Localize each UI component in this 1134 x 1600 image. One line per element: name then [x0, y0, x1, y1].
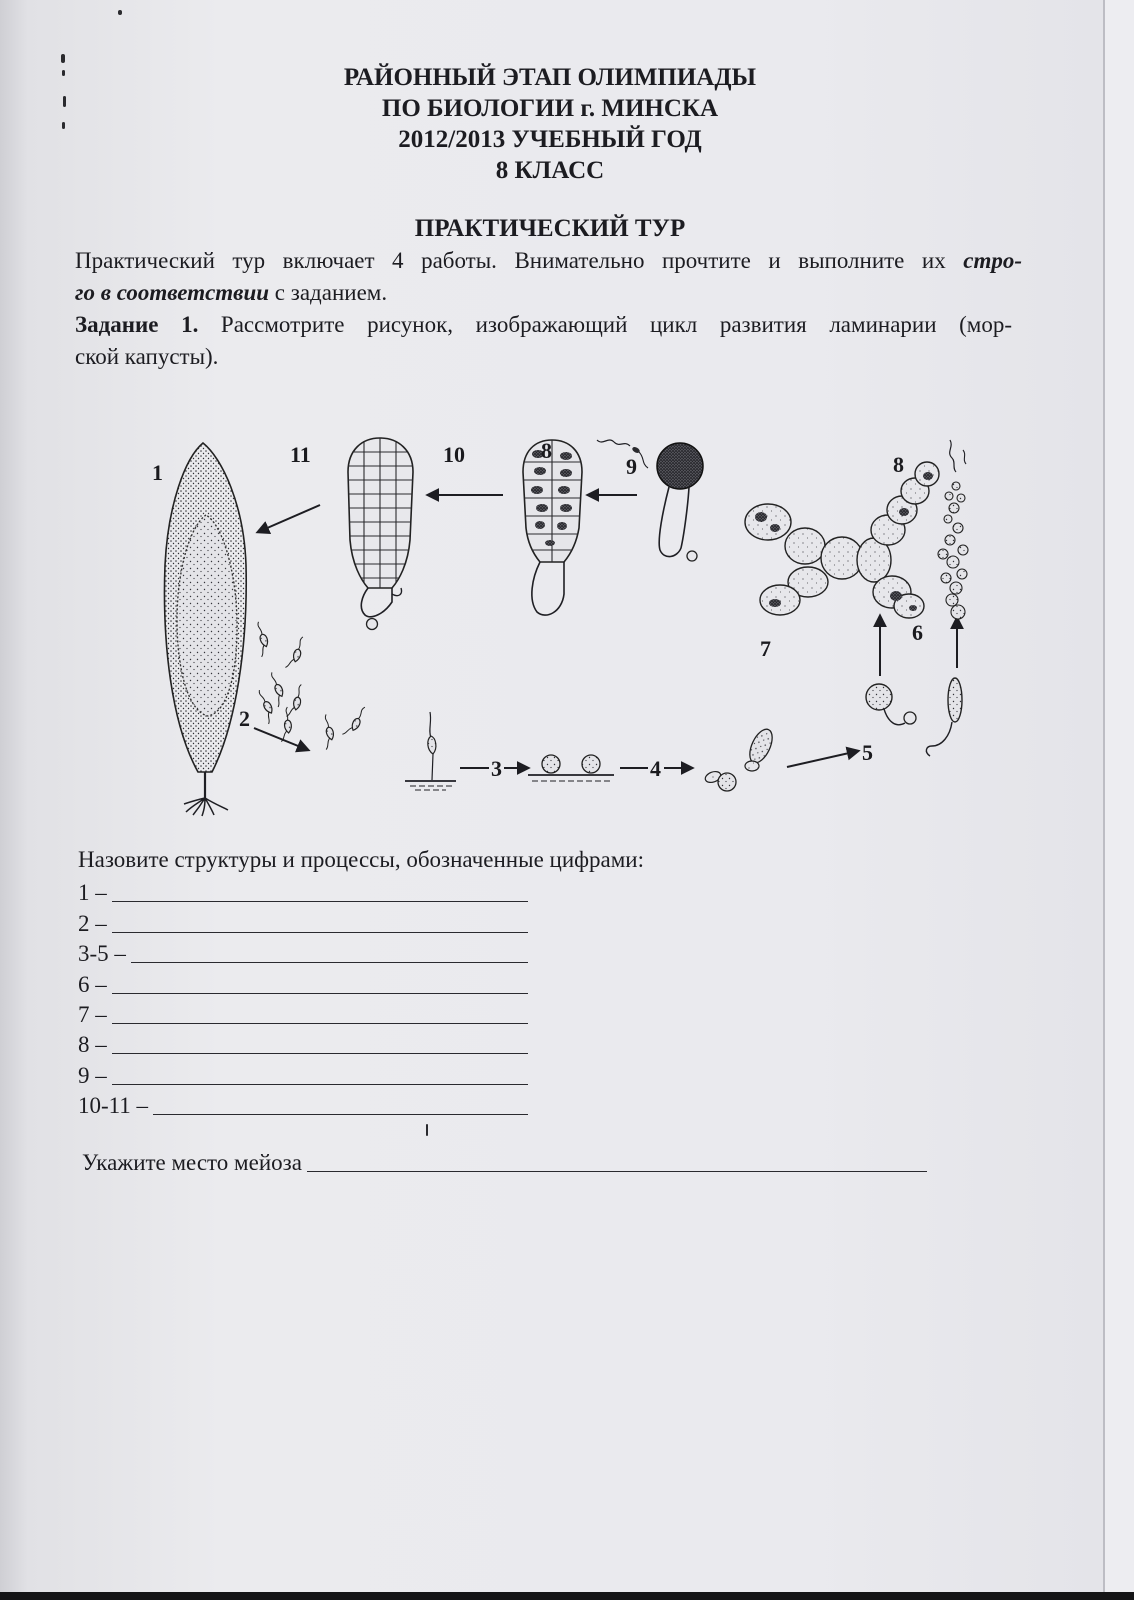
- sperm: [597, 440, 630, 446]
- label-10: 10: [443, 442, 465, 467]
- male-gametophyte-cell: [952, 482, 960, 490]
- answer-list: [78, 876, 528, 1119]
- answer-label: 9 –: [78, 1062, 107, 1088]
- embryo-rhizoid: [392, 588, 402, 596]
- scan-speck: [426, 1124, 428, 1136]
- settled-spore: [542, 755, 560, 773]
- zoospore: [250, 621, 272, 657]
- stalk-cell: [367, 619, 378, 630]
- zoospore: [287, 683, 304, 718]
- questions-prompt: Назовите структуры и процессы, обозначенные цифрами:: [78, 847, 645, 872]
- zoospore: [342, 703, 367, 739]
- male-gametophyte-cell: [949, 503, 959, 513]
- embryo-spot: [560, 469, 572, 477]
- answer-label: 7 –: [78, 1001, 107, 1027]
- section-title: ПРАКТИЧЕСКИЙ ТУР: [414, 215, 686, 242]
- answer-label: 1 –: [78, 880, 107, 906]
- answer-row: [78, 876, 528, 906]
- embryo-spot: [560, 452, 572, 460]
- answer-row: [78, 906, 528, 936]
- male-gametophyte-cell: [938, 549, 948, 559]
- sperm: [963, 450, 966, 464]
- header-line-2: ПО БИОЛОГИИ г. МИНСКА: [381, 95, 719, 122]
- female-gametophyte: [745, 462, 939, 618]
- task1-label: Задание 1.: [75, 312, 199, 337]
- male-gametophyte-cell: [945, 492, 953, 500]
- embryo-stalk: [361, 588, 392, 617]
- label-11: 11: [290, 442, 311, 467]
- young-female-gametophyte: [866, 684, 892, 710]
- label-5: 5: [862, 740, 873, 765]
- arrow-2: [254, 728, 308, 750]
- answer-row: [78, 1028, 528, 1058]
- spore-stalk: [432, 754, 433, 780]
- gametophyte-cell: [785, 528, 825, 564]
- embryo-spot: [536, 504, 548, 512]
- germinating-spore: [745, 726, 777, 766]
- label-9: 9: [626, 454, 637, 479]
- task1-line-2: [75, 341, 218, 373]
- answer-line: [112, 973, 528, 994]
- intro-text: с заданием.: [269, 280, 388, 305]
- gametophyte-cell: [760, 585, 800, 615]
- male-gametophyte-cell: [941, 573, 951, 583]
- embryo-stalk: [532, 562, 564, 615]
- answer-line: [112, 881, 528, 902]
- scan-speck: [118, 10, 122, 15]
- answer-label: 10-11 –: [78, 1093, 149, 1119]
- answer-row: [78, 937, 528, 967]
- zoospore: [285, 635, 305, 671]
- answer-label: 6 –: [78, 971, 107, 997]
- germ-tube: [884, 709, 905, 725]
- germinating-spore: [718, 773, 736, 791]
- multicellular-embryo: [344, 438, 416, 630]
- label-8-right: 8: [893, 452, 904, 477]
- answer-line: [112, 912, 528, 933]
- embryo-spot: [557, 522, 567, 530]
- scanner-margin: [1105, 0, 1134, 1592]
- spore-body: [428, 736, 436, 754]
- young-male-gametophyte: [948, 678, 962, 722]
- answer-label: 8 –: [78, 1032, 107, 1058]
- embryo-spot: [531, 486, 543, 494]
- answer-label: 2 –: [78, 910, 107, 936]
- oogonium-spot: [769, 599, 781, 607]
- answer-line: [112, 1064, 528, 1085]
- male-gametophyte-cell: [947, 556, 959, 568]
- male-gametophyte-cell: [944, 515, 952, 523]
- answer-line: [112, 1003, 528, 1024]
- sporophyte: [164, 443, 246, 816]
- zoospore: [317, 714, 337, 750]
- header-line-4: 8 КЛАСС: [495, 157, 605, 184]
- meiosis-answer-line: [307, 1151, 927, 1172]
- male-gametophyte-cell: [950, 582, 962, 594]
- label-7: 7: [760, 636, 771, 661]
- sporophyte-holdfast: [184, 798, 228, 816]
- arrow-5: [787, 751, 858, 767]
- intro-emphasis: го в соответствии: [75, 280, 270, 305]
- embryo-spot: [545, 540, 555, 546]
- oogonium-spot: [890, 591, 902, 601]
- intro-emphasis: стро-: [963, 248, 1022, 273]
- settled-spore: [582, 755, 600, 773]
- intro-line-1: [75, 245, 1022, 277]
- answer-row: [78, 1058, 528, 1088]
- intro-line-2: [75, 277, 387, 309]
- oogonium-spot: [755, 512, 767, 522]
- egg-cell: [657, 443, 703, 489]
- embryo-spot: [560, 504, 572, 512]
- answer-line: [153, 1094, 528, 1115]
- spore-flagellum: [430, 712, 431, 738]
- embryo-spot: [535, 521, 545, 529]
- gametophyte-cell: [745, 504, 791, 540]
- task1-line-1: [75, 309, 1012, 341]
- exam-header: [0, 62, 1100, 186]
- germ-tube: [926, 722, 952, 756]
- label-2: 2: [239, 706, 250, 731]
- header-line-1: РАЙОННЫЙ ЭТАП ОЛИМПИАДЫ: [343, 64, 757, 91]
- male-gametophyte-cell: [953, 523, 963, 533]
- germ-tube-tip: [904, 712, 916, 724]
- male-gametophyte-cell: [946, 594, 958, 606]
- task1-text: ской капусты).: [75, 344, 219, 369]
- header-line-3: 2012/2013 УЧЕБНЫЙ ГОД: [398, 126, 702, 153]
- meiosis-question: [82, 1146, 927, 1176]
- meiosis-prompt: Укажите место мейоза: [82, 1150, 302, 1175]
- sperm-tail: [639, 452, 648, 468]
- oogonium-spot: [770, 524, 780, 532]
- answer-label: 3-5 –: [78, 941, 126, 967]
- substrate-hatch: [410, 786, 452, 790]
- answer-line: [131, 942, 528, 963]
- oogonium-spot: [923, 472, 933, 480]
- task1-text: Рассмотрите рисунок, изображающий цикл развития ламинарии (мор-: [198, 312, 1012, 337]
- arrow-11: [258, 505, 320, 532]
- label-1: 1: [152, 460, 163, 485]
- embryo-spot: [534, 467, 546, 475]
- male-gametophyte-cell: [958, 545, 968, 555]
- settling-spore: [428, 712, 436, 780]
- oogonium-stalk: [659, 487, 689, 557]
- label-3: 3: [491, 756, 502, 781]
- germinating-spore-tube: [745, 761, 759, 771]
- answer-row: [78, 998, 528, 1028]
- zoospore: [252, 689, 279, 724]
- male-gametophyte-cell: [957, 569, 967, 579]
- oogonium-spot: [909, 605, 917, 611]
- early-embryo: [520, 440, 585, 615]
- answer-row: [78, 967, 528, 997]
- label-4: 4: [650, 756, 661, 781]
- oogonium-spot: [899, 508, 909, 516]
- male-gametophyte-cell: [951, 605, 965, 619]
- laminaria-life-cycle-figure: [140, 420, 1000, 840]
- scanner-bottom-edge: [0, 1592, 1134, 1600]
- answer-line: [112, 1033, 528, 1054]
- intro-text: Практический тур включает 4 работы. Внимательно прочтите и выполните их: [75, 248, 964, 273]
- sperm: [950, 440, 956, 472]
- male-gametophyte: [938, 482, 968, 619]
- male-gametophyte-cell: [945, 535, 955, 545]
- label-6: 6: [912, 620, 923, 645]
- stalk-cell: [687, 551, 697, 561]
- answer-row: [78, 1089, 528, 1119]
- label-8-left: 8: [541, 438, 552, 463]
- male-gametophyte-cell: [957, 494, 965, 502]
- embryo-spot: [558, 486, 570, 494]
